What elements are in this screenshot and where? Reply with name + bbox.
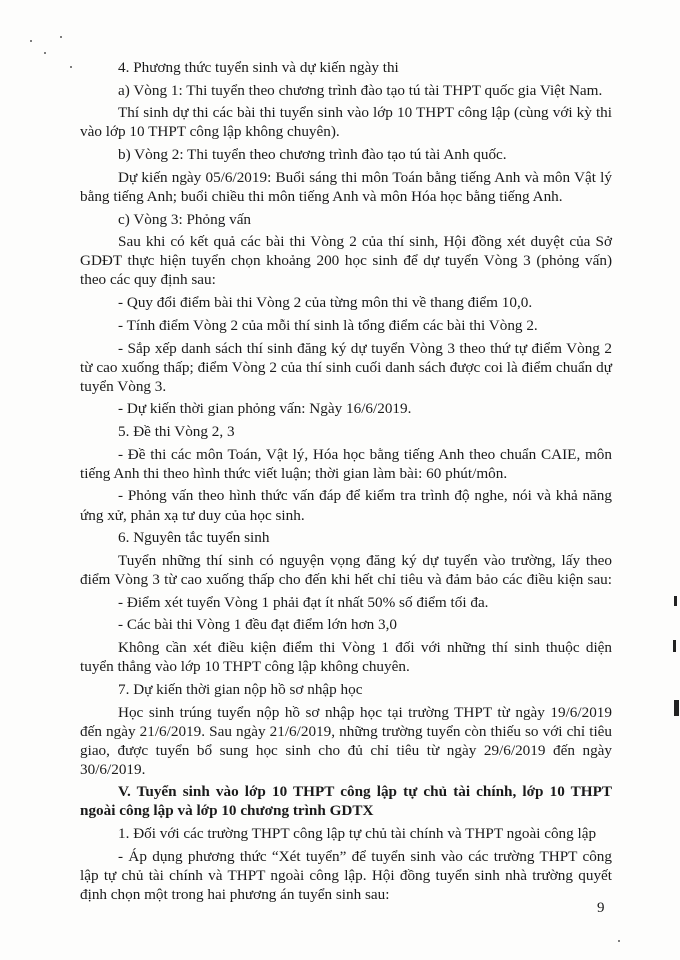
list-item: - Sắp xếp danh sách thí sinh đăng ký dự tuyển Vòng 3 theo thứ tự điểm Vòng 2 [118, 339, 612, 357]
paragraph-line: tuyển Vòng 3. [80, 377, 167, 395]
edge-mark [674, 700, 679, 716]
chapter-heading: V. Tuyển sinh vào lớp 10 THPT công lập tự chủ tài chính, lớp 10 THPT [118, 783, 612, 801]
paragraph-line: Không cần xét điều kiện điểm thi Vòng 1 đối với những thí sinh thuộc diện [118, 639, 612, 657]
edge-mark [674, 596, 677, 606]
section-heading: 1. Đối với các trường THPT công lập tự chủ tài chính và THPT ngoài công lập [118, 825, 597, 843]
section-heading: c) Vòng 3: Phỏng vấn [118, 210, 252, 228]
paragraph-line: bằng tiếng Anh; buổi chiều thi môn tiếng Anh và môn Hóa học bằng tiếng Anh. [80, 187, 563, 205]
list-item: - Tính điểm Vòng 2 của mỗi thí sinh là tổng điểm các bài thi Vòng 2. [118, 316, 538, 334]
paragraph-line: Sau khi có kết quả các bài thi Vòng 2 của thí sinh, Hội đồng xét duyệt của Sở [118, 233, 612, 251]
list-item: - Phỏng vấn theo hình thức vấn đáp để kiểm tra trình độ nghe, nói và khả năng [118, 487, 612, 505]
paragraph-line: vào lớp 10 THPT công lập không chuyên). [80, 123, 340, 141]
paragraph-line: Thí sinh dự thi các bài thi tuyển sinh vào lớp 10 THPT công lập (cùng với kỳ thi [118, 104, 612, 122]
paragraph-line: b) Vòng 2: Thi tuyển theo chương trình đào tạo tú tài Anh quốc. [118, 146, 507, 164]
scan-speck [60, 36, 62, 38]
paragraph-line: đến ngày 21/6/2019. Sau ngày 21/6/2019, những trường tuyển còn thiếu so với chỉ tiêu [80, 722, 612, 740]
paragraph-line: 30/6/2019. [80, 760, 146, 778]
paragraph-line: a) Vòng 1: Thi tuyển theo chương trình đào tạo tú tài THPT quốc gia Việt Nam. [118, 81, 603, 99]
paragraph-line: GDĐT thực hiện tuyển chọn khoảng 200 học sinh để dự tuyển Vòng 3 (phỏng vấn) [80, 252, 612, 270]
list-item: - Đề thi các môn Toán, Vật lý, Hóa học bằng tiếng Anh theo chuẩn CAIE, môn [118, 445, 612, 463]
section-heading: 6. Nguyên tắc tuyển sinh [118, 529, 270, 547]
scan-speck [30, 40, 32, 42]
section-heading: 5. Đề thi Vòng 2, 3 [118, 423, 235, 441]
paragraph-line: tiếng Anh thi theo hình thức viết luận; thời gian làm bài: 60 phút/môn. [80, 464, 508, 482]
paragraph-line: giao, được tuyển bổ sung học sinh cho đủ chỉ tiêu từ ngày 29/6/2019 đến ngày [80, 741, 612, 759]
list-item: - Điểm xét tuyển Vòng 1 phải đạt ít nhất 50% số điểm tối đa. [118, 593, 489, 611]
page-number: 9 [597, 900, 605, 916]
paragraph-line: từ cao xuống thấp; điểm Vòng 2 của thí sinh cuối danh sách được coi là điểm chuẩn dự [80, 358, 612, 376]
paragraph-line: Học sinh trúng tuyển nộp hồ sơ nhập học tại trường THPT từ ngày 19/6/2019 [118, 703, 612, 721]
paragraph-line: Dự kiến ngày 05/6/2019: Buổi sáng thi môn Toán bằng tiếng Anh và môn Vật lý [118, 168, 612, 186]
paragraph-line: Tuyển những thí sinh có nguyện vọng đăng ký dự tuyển vào trường, lấy theo [118, 551, 612, 569]
scan-speck [70, 66, 72, 68]
section-heading: 4. Phương thức tuyển sinh và dự kiến ngày thi [118, 59, 399, 76]
paragraph-line: ứng xử, phản xạ tư duy của học sinh. [80, 506, 305, 524]
chapter-heading: ngoài công lập và lớp 10 chương trình GDTX [80, 802, 374, 820]
list-item: - Các bài thi Vòng 1 đều đạt điểm lớn hơn 3,0 [118, 616, 397, 634]
paragraph-line: lập tự chủ tài chính và THPT ngoài công lập. Hội đồng tuyển sinh nhà trường quyết [80, 866, 612, 884]
section-heading: 7. Dự kiến thời gian nộp hồ sơ nhập học [118, 680, 363, 698]
scan-speck [618, 940, 620, 942]
paragraph-line: định chọn một trong hai phương án tuyển sinh sau: [80, 886, 390, 903]
paragraph-line: theo các quy định sau: [80, 271, 216, 289]
list-item: - Quy đổi điểm bài thi Vòng 2 của từng môn thi về thang điểm 10,0. [118, 294, 533, 312]
paragraph-line: tuyển thẳng vào lớp 10 THPT công lập không chuyên. [80, 658, 410, 676]
list-item: - Áp dụng phương thức “Xét tuyển” để tuyển sinh vào các trường THPT công [118, 847, 612, 865]
paragraph-line: điểm Vòng 3 từ cao xuống thấp cho đến khi hết chỉ tiêu và đảm bảo các điều kiện sau: [80, 570, 612, 588]
edge-mark [673, 640, 676, 652]
list-item: - Dự kiến thời gian phỏng vấn: Ngày 16/6/2019. [118, 400, 412, 418]
scan-speck [44, 52, 46, 54]
